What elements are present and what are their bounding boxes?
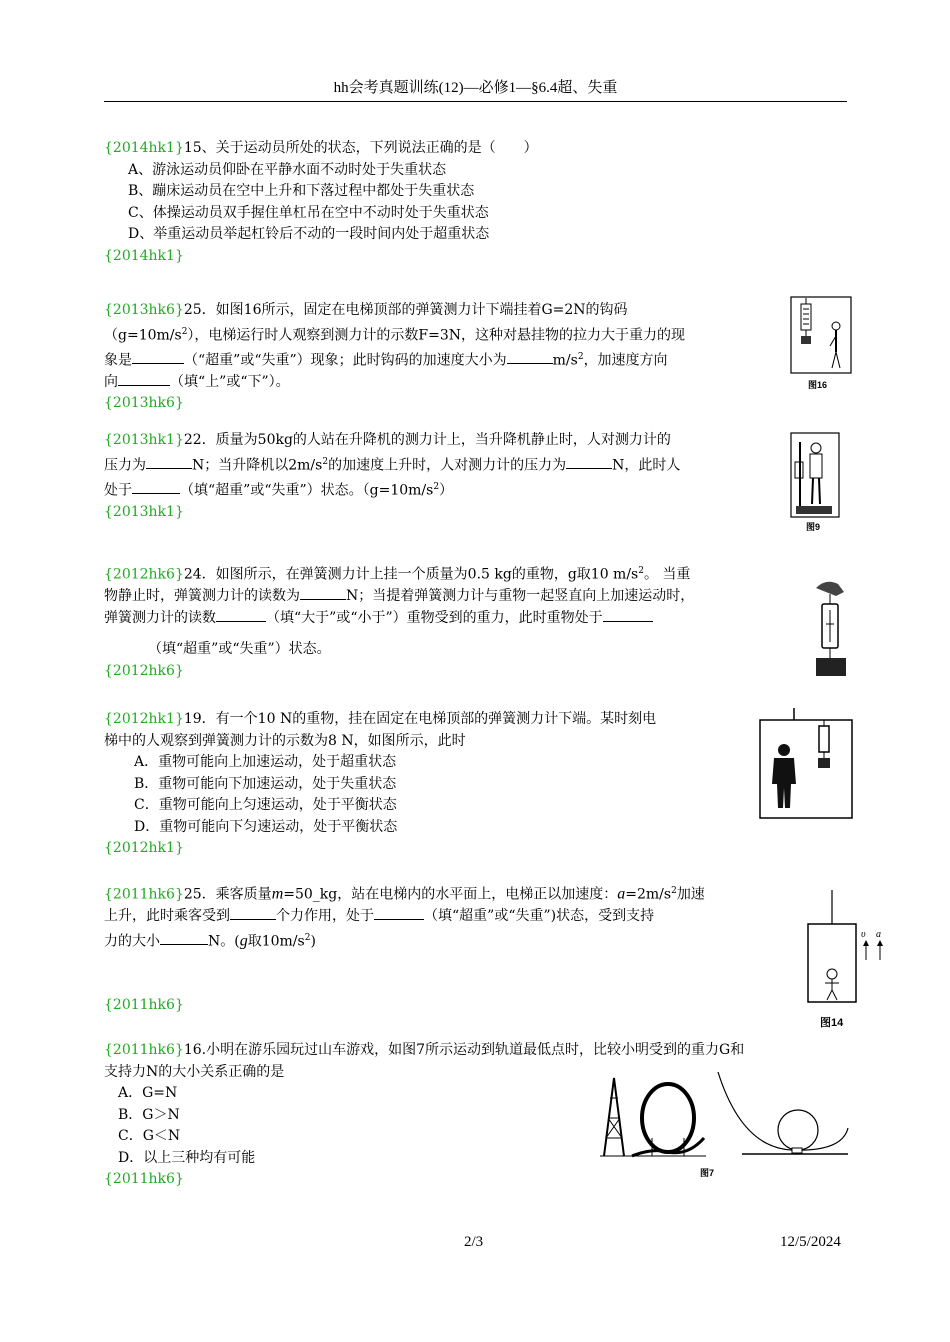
answer-blank[interactable]: [146, 455, 192, 469]
question-line: 支持力N的大小关系正确的是: [104, 1063, 285, 1080]
elevator-stick-figure: [806, 890, 890, 1006]
question-line: 梯中的人观察到弹簧测力计的示数为8 N，如图所示，此时: [104, 732, 466, 749]
question-end-tag: {2012hk6}: [104, 662, 184, 679]
superscript: 2: [181, 326, 188, 337]
question-line: ): [310, 933, 316, 950]
question-2013hk6: [104, 300, 784, 415]
page-number: 2/3: [464, 1234, 484, 1250]
figure-14: [806, 890, 890, 1029]
question-stem: 15、关于运动员所处的状态，下列说法正确的是（ ）: [183, 140, 538, 156]
roller-coaster-figure: [592, 1068, 852, 1164]
question-2014hk1: [104, 138, 538, 267]
question-line: N；当提着弹簧测力计与重物一起竖直向上加速运动时，: [346, 588, 695, 605]
option-d: D．重物可能向下匀速运动，处于平衡状态: [134, 818, 398, 835]
question-line: 处于: [104, 482, 132, 499]
question-line: m/s: [552, 352, 578, 369]
answer-blank[interactable]: [230, 906, 276, 920]
answer-blank[interactable]: [132, 350, 184, 364]
question-end-tag: {2014hk1}: [104, 247, 184, 264]
question-tag: {2013hk6}: [104, 302, 184, 318]
question-end-tag: {2011hk6}: [104, 1171, 184, 1187]
question-line: （填“超重”或“失重”)状态，受到支持: [424, 908, 655, 925]
figure-caption: 图9: [806, 522, 821, 532]
option-a: A．重物可能向上加速运动，处于超重状态: [134, 754, 397, 770]
question-line: （填“大于”或“小于”）重物受到的重力，此时重物处于: [266, 609, 603, 626]
question-line: 取10m/s: [247, 933, 305, 950]
option-b: B．G＞N: [118, 1106, 180, 1123]
option-c: C．重物可能向上匀速运动，处于平衡状态: [134, 797, 397, 813]
superscript: 2: [577, 351, 584, 362]
question-tag: {2011hk6}: [104, 1042, 184, 1058]
question-line: 25．如图16所示，固定在电梯顶部的弹簧测力计下端挂着G=2N的钩码: [183, 302, 628, 318]
superscript: 2: [638, 566, 644, 576]
option-c: C、体操运动员双手握住单杠吊在空中不动时处于失重状态: [128, 204, 489, 221]
question-line: =50_kg，站在电梯内的水平面上，电梯正以加速度：: [283, 886, 618, 903]
question-2011hk6-a: [104, 881, 784, 1016]
question-line: 25．乘客质量: [183, 886, 272, 903]
question-line: N，此时人: [612, 457, 681, 474]
answer-blank[interactable]: [160, 931, 208, 945]
figure-caption: 图14: [820, 1017, 844, 1029]
figure-elevator: [758, 708, 854, 824]
superscript: 2: [322, 456, 329, 467]
question-tag: {2013hk1}: [104, 432, 184, 448]
question-line: ）: [439, 482, 454, 499]
question-line: N；当升降机以2m/s: [192, 457, 323, 474]
question-line: 弹簧测力计的读数: [104, 609, 216, 626]
question-line: N。(: [208, 933, 240, 950]
question-line: 上升，此时乘客受到: [104, 908, 230, 925]
question-end-tag: {2011hk6}: [104, 996, 184, 1013]
question-2013hk1: [104, 430, 784, 523]
question-line: 向: [104, 373, 118, 390]
math-symbol: a: [617, 885, 626, 903]
question-end-tag: {2013hk6}: [104, 395, 184, 412]
question-line: 16.小明在游乐园玩过山车游戏，如图7所示运动到轨道最低点时，比较小明受到的重力G和: [183, 1042, 745, 1058]
question-line: ），电梯运行时人观察到测力计的示数F=3N，这种对悬挂物的拉力大于重力的现: [187, 327, 686, 344]
option-d: D．以上三种均有可能: [118, 1149, 256, 1166]
figure-16: [790, 296, 852, 390]
question-line: 象是: [104, 352, 132, 369]
answer-blank[interactable]: [132, 480, 180, 494]
superscript: 2: [304, 932, 311, 943]
figure-caption: 图16: [808, 380, 828, 390]
answer-blank[interactable]: [300, 586, 346, 600]
acceleration-label: a: [876, 929, 881, 940]
question-line: 。 当重: [643, 566, 691, 583]
elevator-person-figure: [758, 708, 854, 820]
question-line: 加速: [676, 886, 705, 903]
figure-9: [790, 432, 840, 532]
superscript: 2: [671, 886, 677, 896]
page-header: hh会考真题训练(12)—必修1—§6.4超、失重: [104, 76, 847, 102]
option-b: B．重物可能向下加速运动，处于失重状态: [134, 775, 397, 792]
footer-date: 12/5/2024: [780, 1234, 841, 1250]
answer-blank[interactable]: [603, 608, 653, 622]
question-line: 22．质量为50kg的人站在升降机的测力计上，当升降机静止时，人对测力计的: [183, 432, 671, 448]
scale-person-figure: [790, 432, 840, 518]
figure-spring-scale: [812, 578, 852, 682]
velocity-label: υ: [861, 929, 866, 940]
question-line: （填“超重”或“失重”）状态。（g=10m/s: [180, 482, 434, 499]
question-line: 力的大小: [104, 933, 160, 950]
math-symbol: m: [271, 885, 284, 903]
question-tag: {2011hk6}: [104, 886, 184, 903]
option-a: A、游泳运动员仰卧在平静水面不动时处于失重状态: [128, 161, 447, 178]
hand-spring-scale-figure: [812, 578, 852, 678]
math-symbol: g: [239, 932, 248, 950]
question-line: （填“超重”或“失重”）状态。: [148, 641, 331, 658]
question-end-tag: {2012hk1}: [104, 840, 184, 856]
option-d: D、举重运动员举起杠铃后不动的一段时间内处于超重状态: [128, 226, 490, 242]
elevator-spring-scale-figure: [790, 296, 852, 376]
answer-blank[interactable]: [374, 906, 424, 920]
question-line: ，加速度方向: [583, 352, 668, 369]
question-line: 个力作用，处于: [276, 908, 374, 925]
figure-7: [592, 1068, 852, 1178]
question-line: 24．如图所示，在弹簧测力计上挂一个质量为0.5 kg的重物，g取10 m/s: [183, 566, 639, 583]
option-c: C．G＜N: [118, 1128, 181, 1144]
answer-blank[interactable]: [507, 350, 553, 364]
figure-caption: 图7: [700, 1168, 715, 1178]
question-tag: {2014hk1}: [104, 140, 184, 156]
question-line: 物静止时，弹簧测力计的读数为: [104, 588, 300, 605]
question-tag: {2012hk1}: [104, 711, 184, 727]
question-end-tag: {2013hk1}: [104, 503, 184, 520]
question-line: 的加速度上升时，人对测力计的压力为: [328, 457, 567, 474]
question-line: =2m/s: [625, 886, 672, 903]
question-tag: {2012hk6}: [104, 566, 184, 583]
question-line: 19．有一个10 N的重物，挂在固定在电梯顶部的弹簧测力计下端。某时刻电: [183, 711, 657, 727]
option-a: A．G=N: [118, 1085, 178, 1101]
answer-blank[interactable]: [566, 455, 612, 469]
option-b: B、蹦床运动员在空中上升和下落过程中都处于失重状态: [128, 183, 475, 199]
question-line: （g=10m/s: [104, 327, 182, 344]
question-2012hk6: [104, 561, 804, 682]
answer-blank[interactable]: [216, 608, 266, 622]
question-line: （“超重”或“失重”）现象；此时钩码的加速度大小为: [184, 352, 507, 369]
superscript: 2: [433, 481, 440, 492]
question-line: 压力为: [104, 457, 146, 474]
question-line: （填“上”或“下”）。: [170, 373, 290, 390]
answer-blank[interactable]: [118, 372, 170, 386]
question-2012hk1: [104, 709, 754, 860]
